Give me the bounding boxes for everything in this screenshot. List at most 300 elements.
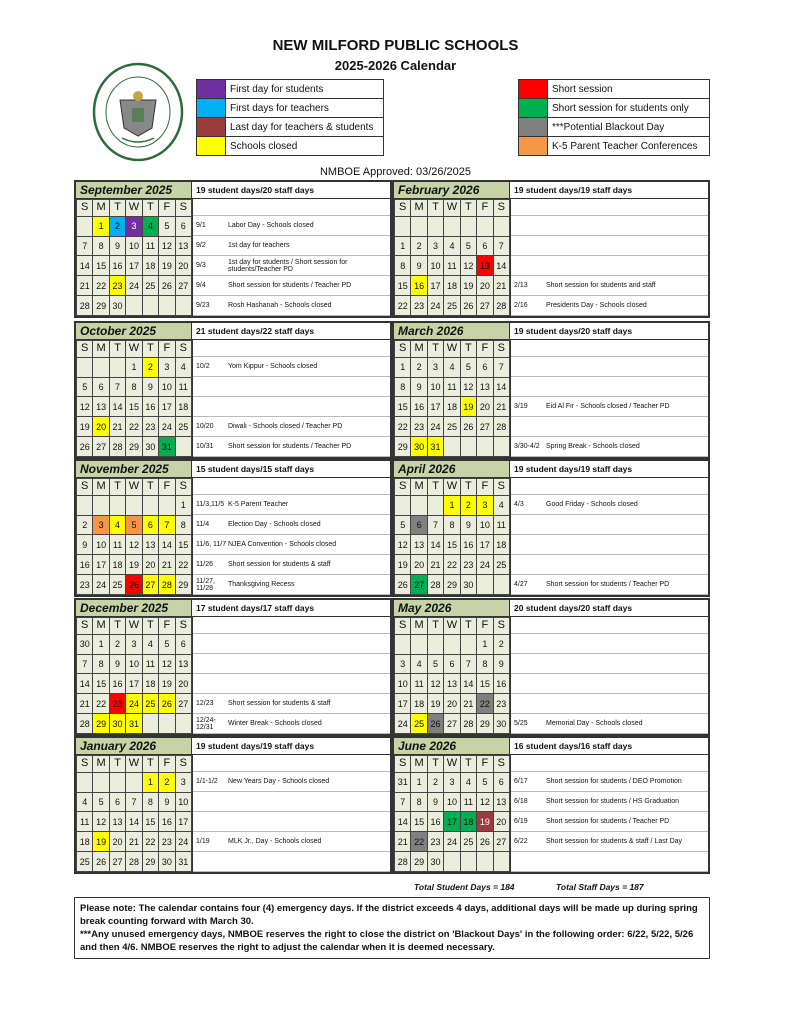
day-cell — [493, 575, 509, 595]
day-cell: 14 — [395, 812, 411, 832]
weekday-header: F — [159, 200, 175, 217]
day-cell: 6 — [175, 634, 191, 654]
note-event: Short session for students & staff — [228, 700, 331, 707]
day-cell: 18 — [444, 276, 460, 296]
note-row — [511, 199, 708, 216]
day-cell: 19 — [427, 694, 443, 714]
note-event: Short session for students / Teacher PD — [228, 282, 352, 289]
legend-swatch-brown — [197, 118, 226, 137]
month-name: October 2025 — [76, 323, 192, 339]
day-cell: 3 — [427, 236, 443, 256]
day-cell: 11 — [444, 256, 460, 276]
day-cell: 2 — [109, 216, 125, 236]
weekday-header: W — [444, 479, 460, 496]
day-cell: 14 — [126, 812, 142, 832]
day-cell — [460, 634, 476, 654]
day-cell: 25 — [109, 575, 125, 595]
note-row — [193, 417, 390, 437]
day-cell: 10 — [93, 535, 109, 555]
day-cell: 21 — [395, 832, 411, 852]
day-cell: 27 — [93, 437, 109, 457]
day-cell — [477, 852, 493, 872]
day-cell: 12 — [477, 792, 493, 812]
day-cell: 21 — [77, 276, 93, 296]
total-staff-days: Total Staff Days = 187 — [556, 882, 644, 892]
note-row — [511, 654, 708, 674]
legend-swatch-red — [519, 80, 548, 99]
weekday-header: S — [77, 479, 93, 496]
note-row — [193, 437, 390, 457]
month-block — [74, 180, 392, 318]
day-cell: 8 — [175, 515, 191, 535]
day-cell: 9 — [77, 535, 93, 555]
month-day-count: 19 student days/19 staff days — [192, 738, 390, 754]
day-cell — [493, 852, 509, 872]
day-cell: 9 — [411, 256, 427, 276]
day-cell: 31 — [126, 714, 142, 734]
weekday-header: S — [395, 341, 411, 358]
weekday-header: T — [460, 479, 476, 496]
legend-label: K-5 Parent Teacher Conferences — [548, 137, 710, 156]
weekday-header: F — [159, 479, 175, 496]
note-date: 9/1 — [196, 222, 206, 229]
day-cell: 17 — [477, 535, 493, 555]
day-cell: 9 — [109, 654, 125, 674]
month-notes — [192, 199, 390, 316]
weekday-header: F — [159, 341, 175, 358]
weekday-header: F — [159, 756, 175, 773]
footnote-line: ***Any unused emergency days, NMBOE reserves the right to close the district on 'Blackout Days' in the following order: 6/22, 5/22, 5/26 and then 4/6. NMBOE reserves the right to adjust the calendar when it is deemed necessary. — [80, 929, 694, 953]
day-cell: 15 — [477, 674, 493, 694]
note-event: Short session for students & staff / Last Day — [546, 838, 683, 845]
note-row — [193, 495, 390, 515]
weekday-header: W — [126, 479, 142, 496]
day-cell: 13 — [477, 377, 493, 397]
day-cell: 12 — [460, 377, 476, 397]
day-cell: 6 — [109, 792, 125, 812]
day-cell: 27 — [477, 296, 493, 316]
legend-label: Schools closed — [226, 137, 384, 156]
day-cell: 28 — [159, 575, 175, 595]
day-cell: 13 — [444, 674, 460, 694]
day-cell: 3 — [444, 772, 460, 792]
day-cell: 5 — [460, 236, 476, 256]
note-row — [511, 357, 708, 377]
day-cell: 2 — [411, 357, 427, 377]
day-cell: 1 — [93, 216, 109, 236]
day-cell — [427, 495, 443, 515]
note-row — [511, 417, 708, 437]
note-date: 4/27 — [514, 581, 528, 588]
note-date: 6/17 — [514, 778, 528, 785]
month-day-count: 20 student days/20 staff days — [510, 600, 708, 616]
day-cell: 24 — [126, 694, 142, 714]
day-cell: 11 — [77, 812, 93, 832]
day-cell: 23 — [109, 276, 125, 296]
day-cell: 5 — [427, 654, 443, 674]
day-cell: 24 — [427, 296, 443, 316]
note-row — [193, 832, 390, 852]
weekday-header: T — [427, 200, 443, 217]
day-cell: 20 — [109, 832, 125, 852]
day-cell: 28 — [77, 714, 93, 734]
day-cell: 21 — [77, 694, 93, 714]
day-cell: 18 — [109, 555, 125, 575]
day-cell: 10 — [444, 792, 460, 812]
day-cell: 12 — [126, 535, 142, 555]
day-cell: 10 — [126, 654, 142, 674]
day-cell — [477, 575, 493, 595]
day-cell: 24 — [477, 555, 493, 575]
day-cell: 12 — [395, 535, 411, 555]
weekday-header: T — [109, 618, 125, 635]
note-row — [511, 694, 708, 714]
weekday-header: S — [77, 200, 93, 217]
day-cell: 3 — [126, 216, 142, 236]
day-cell: 2 — [77, 515, 93, 535]
note-event: Short session for students / Teacher PD — [228, 443, 352, 450]
page-subtitle: 2025-2026 Calendar — [334, 58, 457, 73]
day-cell: 30 — [460, 575, 476, 595]
day-cell: 29 — [395, 437, 411, 457]
month-name: September 2025 — [76, 182, 192, 198]
note-date: 5/25 — [514, 720, 528, 727]
legend-label: Short session for students only — [548, 99, 710, 118]
note-date: 3/30-4/2 — [514, 443, 540, 450]
day-cell — [427, 634, 443, 654]
month-grid — [76, 478, 192, 595]
note-event: Memorial Day - Schools closed — [546, 720, 643, 727]
day-cell: 8 — [395, 377, 411, 397]
day-cell: 15 — [175, 535, 191, 555]
legend-swatch-green — [519, 99, 548, 118]
day-cell: 26 — [460, 296, 476, 316]
weekday-header: M — [411, 200, 427, 217]
day-cell: 27 — [175, 694, 191, 714]
note-event: Election Day - Schools closed — [228, 521, 321, 528]
month-notes — [192, 340, 390, 457]
month-notes — [510, 199, 708, 316]
day-cell: 31 — [159, 437, 175, 457]
weekday-header: W — [126, 341, 142, 358]
weekday-header: W — [444, 200, 460, 217]
day-cell: 19 — [93, 832, 109, 852]
day-cell — [444, 634, 460, 654]
day-cell: 3 — [126, 634, 142, 654]
day-cell: 15 — [93, 674, 109, 694]
day-cell: 24 — [175, 832, 191, 852]
day-cell: 29 — [93, 296, 109, 316]
day-cell: 21 — [427, 555, 443, 575]
day-cell: 24 — [93, 575, 109, 595]
day-cell: 18 — [142, 674, 158, 694]
weekday-header: S — [175, 756, 191, 773]
month-notes — [510, 617, 708, 734]
month-name: December 2025 — [76, 600, 192, 616]
weekday-header: M — [93, 756, 109, 773]
day-cell: 2 — [159, 772, 175, 792]
month-day-count: 21 student days/22 staff days — [192, 323, 390, 339]
day-cell: 11 — [175, 377, 191, 397]
note-event: Thanksgiving Recess — [228, 581, 295, 588]
day-cell — [126, 495, 142, 515]
note-date: 6/18 — [514, 798, 528, 805]
note-row — [511, 535, 708, 555]
weekday-header: T — [142, 618, 158, 635]
total-student-days: Total Student Days = 184 — [414, 882, 515, 892]
day-cell: 17 — [444, 812, 460, 832]
day-cell: 30 — [77, 634, 93, 654]
weekday-header: T — [427, 341, 443, 358]
day-cell — [126, 296, 142, 316]
note-row — [511, 634, 708, 654]
day-cell: 9 — [109, 236, 125, 256]
note-row — [193, 674, 390, 694]
day-cell: 23 — [142, 417, 158, 437]
weekday-header: T — [109, 756, 125, 773]
month-day-count: 19 student days/20 staff days — [192, 182, 390, 198]
day-cell: 11 — [411, 674, 427, 694]
month-block — [392, 598, 710, 736]
legend-swatch-yellow — [197, 137, 226, 156]
day-cell: 25 — [175, 417, 191, 437]
weekday-header: S — [395, 756, 411, 773]
note-row — [511, 674, 708, 694]
note-date: 9/23 — [196, 302, 210, 309]
day-cell: 15 — [395, 397, 411, 417]
day-cell: 26 — [159, 276, 175, 296]
day-cell: 16 — [109, 674, 125, 694]
day-cell: 28 — [493, 296, 509, 316]
note-event: Diwali - Schools closed / Teacher PD — [228, 423, 343, 430]
day-cell: 14 — [159, 535, 175, 555]
day-cell: 18 — [493, 535, 509, 555]
day-cell: 8 — [126, 377, 142, 397]
day-cell: 27 — [444, 714, 460, 734]
weekday-header: M — [93, 479, 109, 496]
note-date: 9/4 — [196, 282, 206, 289]
day-cell — [460, 216, 476, 236]
day-cell: 25 — [142, 276, 158, 296]
month-grid — [394, 478, 510, 595]
day-cell: 1 — [477, 634, 493, 654]
day-cell: 12 — [427, 674, 443, 694]
weekday-header: T — [427, 618, 443, 635]
weekday-header: T — [109, 200, 125, 217]
day-cell: 18 — [411, 694, 427, 714]
footnote — [74, 897, 710, 959]
note-event: New Years Day - Schools closed — [228, 778, 330, 785]
day-cell: 5 — [126, 515, 142, 535]
note-date: 10/31 — [196, 443, 214, 450]
day-cell — [493, 437, 509, 457]
day-cell: 27 — [493, 832, 509, 852]
note-row — [511, 812, 708, 832]
day-cell — [444, 437, 460, 457]
day-cell: 18 — [444, 397, 460, 417]
day-cell: 7 — [77, 654, 93, 674]
day-cell: 21 — [460, 694, 476, 714]
day-cell: 10 — [477, 515, 493, 535]
month-block — [392, 180, 710, 318]
day-cell: 7 — [77, 236, 93, 256]
note-row — [193, 555, 390, 575]
day-cell: 19 — [126, 555, 142, 575]
day-cell: 7 — [126, 792, 142, 812]
day-cell — [159, 296, 175, 316]
note-row — [193, 535, 390, 555]
day-cell: 22 — [395, 296, 411, 316]
note-event: 1st day for students / Short session for students/Teacher PD — [228, 258, 348, 273]
note-date: 3/19 — [514, 403, 528, 410]
weekday-header: T — [142, 479, 158, 496]
day-cell: 7 — [109, 377, 125, 397]
day-cell: 26 — [93, 852, 109, 872]
day-cell — [109, 495, 125, 515]
day-cell: 14 — [109, 397, 125, 417]
day-cell: 31 — [427, 437, 443, 457]
day-cell: 30 — [109, 296, 125, 316]
legend-label: ***Potential Blackout Day — [548, 118, 710, 137]
day-cell: 26 — [77, 437, 93, 457]
day-cell: 16 — [460, 535, 476, 555]
day-cell: 19 — [477, 812, 493, 832]
day-cell — [460, 437, 476, 457]
month-notes — [510, 755, 708, 872]
weekday-header: W — [444, 756, 460, 773]
weekday-header: S — [175, 618, 191, 635]
day-cell: 20 — [411, 555, 427, 575]
day-cell: 23 — [460, 555, 476, 575]
day-cell: 3 — [159, 357, 175, 377]
day-cell: 6 — [411, 515, 427, 535]
day-cell — [109, 357, 125, 377]
day-cell — [93, 357, 109, 377]
note-row — [511, 276, 708, 296]
day-cell: 26 — [427, 714, 443, 734]
note-event: Eid Al Fir - Schools closed / Teacher PD — [546, 403, 670, 410]
day-cell: 12 — [77, 397, 93, 417]
approval-date: NMBOE Approved: 03/26/2025 — [319, 166, 472, 178]
day-cell: 1 — [93, 634, 109, 654]
day-cell: 23 — [159, 832, 175, 852]
month-name: May 2026 — [394, 600, 510, 616]
note-date: 10/2 — [196, 363, 210, 370]
note-row — [193, 792, 390, 812]
day-cell: 30 — [411, 437, 427, 457]
day-cell: 22 — [395, 417, 411, 437]
day-cell: 15 — [126, 397, 142, 417]
day-cell: 9 — [493, 654, 509, 674]
month-grid — [76, 340, 192, 457]
day-cell — [142, 714, 158, 734]
note-event: Short session for students & staff — [228, 561, 331, 568]
day-cell — [411, 495, 427, 515]
note-row — [511, 216, 708, 236]
day-cell: 28 — [460, 714, 476, 734]
day-cell: 8 — [395, 256, 411, 276]
note-row — [193, 575, 390, 595]
day-cell: 20 — [477, 397, 493, 417]
note-row — [511, 755, 708, 772]
day-cell: 17 — [427, 397, 443, 417]
weekday-header: T — [460, 618, 476, 635]
day-cell: 21 — [493, 397, 509, 417]
month-block — [74, 459, 392, 597]
day-cell: 11 — [109, 535, 125, 555]
month-block — [74, 736, 392, 874]
day-cell: 2 — [109, 634, 125, 654]
note-event: Short session for students / DEO Promotion — [546, 778, 682, 785]
day-cell: 19 — [77, 417, 93, 437]
day-cell: 6 — [477, 236, 493, 256]
day-cell — [477, 216, 493, 236]
day-cell: 4 — [444, 357, 460, 377]
day-cell: 11 — [460, 792, 476, 812]
weekday-header: M — [411, 479, 427, 496]
day-cell: 7 — [395, 792, 411, 812]
day-cell: 16 — [109, 256, 125, 276]
day-cell — [77, 216, 93, 236]
weekday-header: F — [477, 341, 493, 358]
note-event: K-5 Parent Teacher — [228, 501, 289, 508]
day-cell: 13 — [175, 236, 191, 256]
weekday-header: S — [77, 618, 93, 635]
note-row — [193, 812, 390, 832]
day-cell: 1 — [142, 772, 158, 792]
weekday-header: S — [395, 200, 411, 217]
day-cell: 10 — [159, 377, 175, 397]
day-cell: 10 — [427, 256, 443, 276]
day-cell: 1 — [126, 357, 142, 377]
day-cell — [159, 714, 175, 734]
day-cell: 6 — [477, 357, 493, 377]
note-row — [511, 714, 708, 734]
day-cell: 29 — [93, 714, 109, 734]
day-cell: 22 — [126, 417, 142, 437]
day-cell: 30 — [493, 714, 509, 734]
note-row — [511, 832, 708, 852]
note-date: 1/1-1/2 — [196, 778, 218, 785]
day-cell: 23 — [411, 296, 427, 316]
day-cell: 20 — [175, 256, 191, 276]
day-cell: 14 — [493, 377, 509, 397]
note-row — [511, 296, 708, 316]
weekday-header: S — [175, 341, 191, 358]
day-cell: 11 — [493, 515, 509, 535]
day-cell: 16 — [411, 397, 427, 417]
weekday-header: F — [477, 479, 493, 496]
weekday-header: T — [109, 479, 125, 496]
day-cell: 4 — [460, 772, 476, 792]
day-cell: 14 — [77, 256, 93, 276]
note-row — [193, 340, 390, 357]
day-cell: 27 — [142, 575, 158, 595]
day-cell: 4 — [109, 515, 125, 535]
note-row — [511, 437, 708, 457]
month-grid — [76, 755, 192, 872]
note-event: 1st day for teachers — [228, 242, 290, 249]
day-cell: 16 — [493, 674, 509, 694]
day-cell: 10 — [175, 792, 191, 812]
day-cell: 28 — [109, 437, 125, 457]
note-event: Rosh Hashanah - Schools closed — [228, 302, 332, 309]
day-cell: 1 — [411, 772, 427, 792]
day-cell: 10 — [427, 377, 443, 397]
day-cell: 20 — [493, 812, 509, 832]
month-day-count: 19 student days/19 staff days — [510, 182, 708, 198]
day-cell: 20 — [477, 276, 493, 296]
